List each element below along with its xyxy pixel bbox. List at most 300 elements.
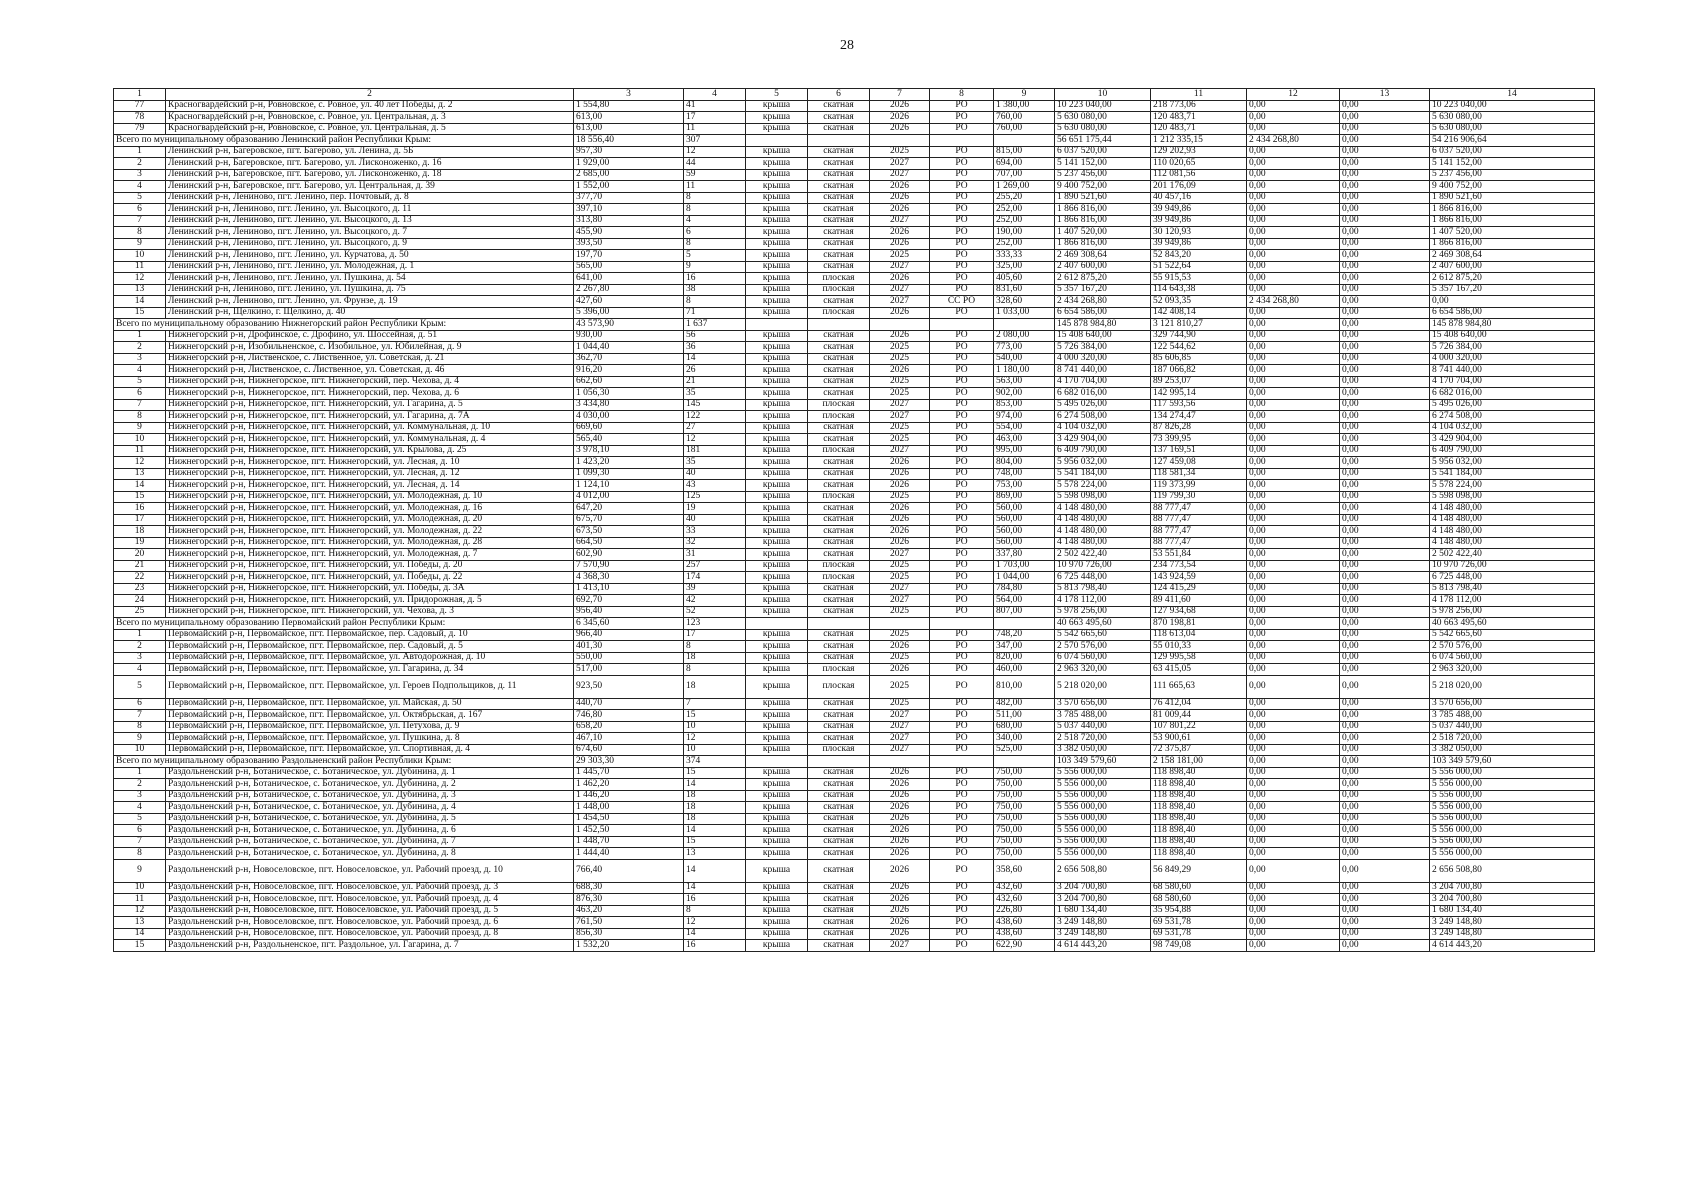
table-cell: 2 685,00	[574, 169, 684, 181]
table-cell: 6 274 508,00	[1055, 411, 1151, 423]
table-cell: 5 813 798,40	[1055, 583, 1151, 595]
table-cell: 750,00	[994, 813, 1055, 825]
address-cell: Нижнегорский р-н, Нижнегорское, пгт. Нижнегорский, ул. Лесная, д. 10	[166, 457, 574, 469]
table-cell: 2025	[870, 629, 930, 641]
table-cell: крыша	[746, 399, 808, 411]
table-cell: 1 180,00	[994, 365, 1055, 377]
table-cell: скатная	[808, 698, 870, 710]
table-cell: скатная	[808, 790, 870, 802]
table-cell: 358,60	[994, 859, 1055, 882]
table-cell: 257	[684, 560, 746, 572]
table-cell: 2026	[870, 882, 930, 894]
table-cell: 0,00	[1340, 215, 1430, 227]
table-cell: 120 483,71	[1151, 123, 1247, 135]
address-cell: Раздольненский р-н, Новоселовское, пгт. Новоселовское, ул. Рабочий проезд, д. 3	[166, 882, 574, 894]
table-cell: 98 749,08	[1151, 940, 1247, 952]
table-cell: 16	[684, 940, 746, 952]
table-cell: плоская	[808, 560, 870, 572]
table-cell: 14	[684, 825, 746, 837]
table-cell: крыша	[746, 836, 808, 848]
table-cell: 0,00	[1247, 882, 1340, 894]
table-cell: 17	[684, 629, 746, 641]
table-cell: 0,00	[1247, 503, 1340, 515]
table-row	[114, 353, 1595, 365]
table-cell: 40 457,16	[1151, 192, 1247, 204]
address-cell: Раздольненский р-н, Новоселовское, пгт. Новоселовское, ул. Рабочий проезд, д. 6	[166, 917, 574, 929]
table-cell: РО	[930, 399, 994, 411]
table-cell: 77	[114, 100, 166, 112]
table-cell: 118 898,40	[1151, 779, 1247, 791]
table-cell: 197,70	[574, 250, 684, 262]
table-cell: 0,00	[1247, 238, 1340, 250]
district-total-label: Всего по муниципальному образованию Раздольненский район Республики Крым:	[114, 756, 574, 768]
table-cell: 5	[114, 675, 166, 698]
table-cell: 974,00	[994, 411, 1055, 423]
table-cell: 14	[684, 859, 746, 882]
table-cell: 0,00	[1340, 100, 1430, 112]
table-cell: 8	[114, 721, 166, 733]
table-cell: 0,00	[1247, 192, 1340, 204]
table-cell: 5 578 224,00	[1055, 480, 1151, 492]
table-cell: 0,00	[1340, 940, 1430, 952]
table-cell: 2026	[870, 457, 930, 469]
table-cell: крыша	[746, 641, 808, 653]
table-cell: крыша	[746, 158, 808, 170]
table-cell: 88 777,47	[1151, 537, 1247, 549]
table-row	[114, 307, 1595, 319]
table-cell: 563,00	[994, 376, 1055, 388]
table-cell: скатная	[808, 917, 870, 929]
table-cell: 14	[684, 779, 746, 791]
table-cell: 14	[114, 480, 166, 492]
table-cell: крыша	[746, 146, 808, 158]
table-cell: крыша	[746, 744, 808, 756]
table-cell: 362,70	[574, 353, 684, 365]
table-cell: скатная	[808, 330, 870, 342]
table-cell: 2025	[870, 434, 930, 446]
table-cell: 1 680 134,40	[1055, 905, 1151, 917]
table-cell: 0,00	[1340, 158, 1430, 170]
header-cell: 8	[930, 89, 994, 101]
table-cell: 2 407 600,00	[1055, 261, 1151, 273]
table-cell: 16	[684, 894, 746, 906]
table-cell: РО	[930, 572, 994, 584]
table-cell: 4 170 704,00	[1430, 376, 1595, 388]
table-cell: 6	[114, 204, 166, 216]
address-cell: Ленинский р-н, Багеровское, пгт. Багерово, ул. Лисконоженко, д. 18	[166, 169, 574, 181]
table-cell: 853,00	[994, 399, 1055, 411]
district-total-row	[114, 319, 1595, 331]
table-cell: 89 411,60	[1151, 595, 1247, 607]
table-cell: 81 009,44	[1151, 710, 1247, 722]
table-cell: крыша	[746, 273, 808, 285]
total-cell: 3 121 810,27	[1151, 319, 1247, 331]
table-row	[114, 790, 1595, 802]
table-cell: 560,00	[994, 514, 1055, 526]
table-cell: крыша	[746, 100, 808, 112]
table-cell: РО	[930, 583, 994, 595]
table-row	[114, 928, 1595, 940]
table-cell: 68 580,60	[1151, 894, 1247, 906]
table-cell: 118 898,40	[1151, 825, 1247, 837]
table-cell: 2025	[870, 572, 930, 584]
address-cell: Ленинский р-н, Лениново, пгт. Ленино, ул. Курчатова, д. 50	[166, 250, 574, 262]
table-cell: 1 380,00	[994, 100, 1055, 112]
table-cell: 2025	[870, 675, 930, 698]
table-cell: 377,70	[574, 192, 684, 204]
table-cell: 10 223 040,00	[1055, 100, 1151, 112]
table-cell: 565,40	[574, 434, 684, 446]
table-cell: 766,40	[574, 859, 684, 882]
table-cell: 8	[684, 238, 746, 250]
table-cell: 2 612 875,20	[1430, 273, 1595, 285]
table-cell: 554,00	[994, 422, 1055, 434]
table-cell: 18	[684, 813, 746, 825]
address-cell: Раздольненский р-н, Ботаническое, с. Ботаническое, ул. Дубинина, д. 2	[166, 779, 574, 791]
table-cell: 7	[684, 698, 746, 710]
table-cell: 14	[684, 882, 746, 894]
table-cell: 876,30	[574, 894, 684, 906]
table-cell: 3 204 700,80	[1055, 894, 1151, 906]
table-cell: 5 813 798,40	[1430, 583, 1595, 595]
district-total-row	[114, 756, 1595, 768]
table-row	[114, 813, 1595, 825]
table-cell: скатная	[808, 641, 870, 653]
table-cell: 6 274 508,00	[1430, 411, 1595, 423]
table-cell: 19	[114, 537, 166, 549]
table-cell: 2027	[870, 411, 930, 423]
table-cell: 35 954,88	[1151, 905, 1247, 917]
address-cell: Раздольненский р-н, Ботаническое, с. Ботаническое, ул. Дубинина, д. 4	[166, 802, 574, 814]
table-cell: скатная	[808, 434, 870, 446]
table-cell: 5 556 000,00	[1430, 813, 1595, 825]
table-cell: 6 682 016,00	[1430, 388, 1595, 400]
address-cell: Нижнегорский р-н, Нижнегорское, пгт. Нижнегорский, ул. Молодежная, д. 22	[166, 526, 574, 538]
table-cell: 7	[114, 836, 166, 848]
table-cell: 0,00	[1247, 733, 1340, 745]
table-cell: 4 368,30	[574, 572, 684, 584]
table-cell: 1 866 816,00	[1430, 238, 1595, 250]
table-cell: 3 249 148,80	[1055, 917, 1151, 929]
table-cell: скатная	[808, 859, 870, 882]
address-cell: Ленинский р-н, Багеровское, пгт. Багерово, ул. Центральная, д. 39	[166, 181, 574, 193]
table-cell: 12	[684, 733, 746, 745]
table-cell: 0,00	[1247, 112, 1340, 124]
table-cell: 111 665,63	[1151, 675, 1247, 698]
table-cell: 0,00	[1247, 411, 1340, 423]
district-total-label: Всего по муниципальному образованию Ленинский район Республики Крым:	[114, 135, 574, 147]
table-row	[114, 595, 1595, 607]
table-row	[114, 215, 1595, 227]
table-cell: 218 773,06	[1151, 100, 1247, 112]
table-cell: 0,00	[1340, 307, 1430, 319]
table-cell: 0,00	[1247, 330, 1340, 342]
table-cell: крыша	[746, 606, 808, 618]
table-cell: крыша	[746, 376, 808, 388]
table-cell: 2027	[870, 583, 930, 595]
table-cell: скатная	[808, 158, 870, 170]
table-cell: 1 890 521,60	[1430, 192, 1595, 204]
table-cell: 39 949,86	[1151, 238, 1247, 250]
table-cell: 12	[114, 273, 166, 285]
table-cell: 52 093,35	[1151, 296, 1247, 308]
table-cell: 0,00	[1247, 376, 1340, 388]
total-cell: 40 663 495,60	[1430, 618, 1595, 630]
table-cell: 252,00	[994, 215, 1055, 227]
table-cell: 2026	[870, 123, 930, 135]
table-cell: 5 978 256,00	[1430, 606, 1595, 618]
table-cell: 2025	[870, 250, 930, 262]
table-cell: скатная	[808, 606, 870, 618]
table-cell: 2026	[870, 307, 930, 319]
total-cell: 43 573,90	[574, 319, 684, 331]
table-cell: скатная	[808, 169, 870, 181]
table-cell: 2026	[870, 825, 930, 837]
total-cell: 6 345,60	[574, 618, 684, 630]
column-number-header	[114, 89, 1595, 101]
table-cell: крыша	[746, 388, 808, 400]
table-cell: 53 900,61	[1151, 733, 1247, 745]
table-cell: скатная	[808, 250, 870, 262]
table-cell: 2027	[870, 296, 930, 308]
table-cell: крыша	[746, 779, 808, 791]
table-cell: скатная	[808, 825, 870, 837]
address-cell: Раздольненский р-н, Новоселовское, пгт. Новоселовское, ул. Рабочий проезд, д. 10	[166, 859, 574, 882]
table-cell: 694,00	[994, 158, 1055, 170]
table-cell: 0,00	[1247, 526, 1340, 538]
table-cell: 72 375,87	[1151, 744, 1247, 756]
table-row	[114, 664, 1595, 676]
table-cell: 4 148 480,00	[1055, 537, 1151, 549]
header-cell: 9	[994, 89, 1055, 101]
table-cell: 127 934,68	[1151, 606, 1247, 618]
table-row	[114, 238, 1595, 250]
table-cell: крыша	[746, 261, 808, 273]
table-cell: 662,60	[574, 376, 684, 388]
table-cell: 4 012,00	[574, 491, 684, 503]
table-cell: РО	[930, 882, 994, 894]
table-row	[114, 503, 1595, 515]
address-cell: Ленинский р-н, Багеровское, пгт. Багерово, ул. Ленина, д. 5Б	[166, 146, 574, 158]
table-cell: 669,60	[574, 422, 684, 434]
table-cell: 1 866 816,00	[1430, 215, 1595, 227]
table-cell: 2026	[870, 767, 930, 779]
table-cell: 482,00	[994, 698, 1055, 710]
table-row	[114, 296, 1595, 308]
total-cell: 0,00	[1247, 319, 1340, 331]
table-row	[114, 399, 1595, 411]
table-cell: 201 176,09	[1151, 181, 1247, 193]
table-cell: 613,00	[574, 123, 684, 135]
table-cell: 78	[114, 112, 166, 124]
table-cell: скатная	[808, 514, 870, 526]
table-cell: 181	[684, 445, 746, 457]
table-cell: крыша	[746, 790, 808, 802]
table-row	[114, 411, 1595, 423]
table-cell: 5 218 020,00	[1430, 675, 1595, 698]
address-cell: Нижнегорский р-н, Нижнегорское, пгт. Нижнегорский, ул. Лесная, д. 12	[166, 468, 574, 480]
table-row	[114, 204, 1595, 216]
table-cell: 525,00	[994, 744, 1055, 756]
table-cell: 8 741 440,00	[1055, 365, 1151, 377]
table-cell: 675,70	[574, 514, 684, 526]
table-cell: 2 502 422,40	[1430, 549, 1595, 561]
table-cell: 5 556 000,00	[1430, 779, 1595, 791]
table-cell: 440,70	[574, 698, 684, 710]
table-cell: 6	[684, 227, 746, 239]
table-cell: РО	[930, 376, 994, 388]
table-cell: 2026	[870, 905, 930, 917]
table-cell: 2026	[870, 836, 930, 848]
table-cell: 8	[114, 411, 166, 423]
table-cell: 0,00	[1247, 710, 1340, 722]
table-cell: 2027	[870, 733, 930, 745]
table-row	[114, 388, 1595, 400]
table-cell: скатная	[808, 422, 870, 434]
table-cell: 6 654 586,00	[1055, 307, 1151, 319]
table-cell: 0,00	[1247, 204, 1340, 216]
table-cell: скатная	[808, 928, 870, 940]
address-cell: Ленинский р-н, Лениново, пгт. Ленино, пер. Почтовый, д. 8	[166, 192, 574, 204]
table-cell: 692,70	[574, 595, 684, 607]
table-row	[114, 583, 1595, 595]
total-cell	[746, 618, 808, 630]
table-cell: 8	[684, 296, 746, 308]
table-cell: 3 249 148,80	[1430, 928, 1595, 940]
table-cell: 14	[114, 928, 166, 940]
table-cell: 5 556 000,00	[1055, 767, 1151, 779]
table-cell: РО	[930, 825, 994, 837]
table-cell: 13	[684, 848, 746, 860]
total-cell: 0,00	[1340, 756, 1430, 768]
table-cell: 1 407 520,00	[1055, 227, 1151, 239]
table-cell: 427,60	[574, 296, 684, 308]
header-cell: 10	[1055, 89, 1151, 101]
table-cell: 6 682 016,00	[1055, 388, 1151, 400]
table-cell: 966,40	[574, 629, 684, 641]
table-cell: 39 949,86	[1151, 215, 1247, 227]
table-cell: 4	[114, 664, 166, 676]
table-cell: 1 890 521,60	[1055, 192, 1151, 204]
table-cell: 33	[684, 526, 746, 538]
table-cell: 4 148 480,00	[1430, 503, 1595, 515]
table-cell: РО	[930, 112, 994, 124]
table-cell: 11	[684, 123, 746, 135]
table-cell: 0,00	[1247, 273, 1340, 285]
table-cell: 0,00	[1340, 112, 1430, 124]
table-cell: 2026	[870, 227, 930, 239]
address-cell: Нижнегорский р-н, Нижнегорское, пгт. Нижнегорский, ул. Победы, д. 3А	[166, 583, 574, 595]
table-cell: крыша	[746, 123, 808, 135]
table-cell: 0,00	[1247, 629, 1340, 641]
table-cell: 8	[684, 664, 746, 676]
table-cell: 8	[114, 848, 166, 860]
table-cell: крыша	[746, 652, 808, 664]
table-cell: 71	[684, 307, 746, 319]
table-cell: 21	[684, 376, 746, 388]
table-cell: 69 531,78	[1151, 928, 1247, 940]
table-row	[114, 434, 1595, 446]
table-cell: 0,00	[1340, 928, 1430, 940]
table-cell: плоская	[808, 307, 870, 319]
address-cell: Нижнегорский р-н, Нижнегорское, пгт. Нижнегорский, ул. Крылова, д. 25	[166, 445, 574, 457]
total-cell: 2 434 268,80	[1247, 135, 1340, 147]
table-cell: 0,00	[1247, 698, 1340, 710]
address-cell: Нижнегорский р-н, Нижнегорское, пгт. Нижнегорский, ул. Молодежная, д. 16	[166, 503, 574, 515]
table-cell: 1 462,20	[574, 779, 684, 791]
table-cell: крыша	[746, 583, 808, 595]
table-cell: 432,60	[994, 882, 1055, 894]
table-cell: 11	[114, 445, 166, 457]
total-cell	[746, 756, 808, 768]
address-cell: Нижнегорский р-н, Дрофинское, с. Дрофино, ул. Шоссейная, д. 51	[166, 330, 574, 342]
table-cell: крыша	[746, 411, 808, 423]
table-cell: 0,00	[1247, 399, 1340, 411]
table-cell: плоская	[808, 273, 870, 285]
table-cell: 10 223 040,00	[1430, 100, 1595, 112]
table-cell: 0,00	[1247, 894, 1340, 906]
address-cell: Раздольненский р-н, Новоселовское, пгт. Новоселовское, ул. Рабочий проезд, д. 8	[166, 928, 574, 940]
table-cell: 234 773,54	[1151, 560, 1247, 572]
table-cell: 12	[684, 917, 746, 929]
table-cell: скатная	[808, 549, 870, 561]
table-cell: 748,00	[994, 468, 1055, 480]
table-cell: 2027	[870, 169, 930, 181]
table-cell: РО	[930, 779, 994, 791]
table-cell: 0,00	[1340, 146, 1430, 158]
table-cell: 5 556 000,00	[1055, 790, 1151, 802]
table-cell: 5 556 000,00	[1055, 779, 1151, 791]
table-cell: 18	[684, 675, 746, 698]
table-cell: 673,50	[574, 526, 684, 538]
table-cell: 5 556 000,00	[1430, 825, 1595, 837]
table-cell: СС РО	[930, 296, 994, 308]
table-cell: 142 408,14	[1151, 307, 1247, 319]
table-cell: крыша	[746, 825, 808, 837]
table-cell: РО	[930, 227, 994, 239]
table-cell: скатная	[808, 353, 870, 365]
table-cell: скатная	[808, 342, 870, 354]
table-cell: скатная	[808, 112, 870, 124]
table-cell: 69 531,78	[1151, 917, 1247, 929]
table-cell: 119 799,30	[1151, 491, 1247, 503]
table-cell: 432,60	[994, 894, 1055, 906]
table-cell: 7	[114, 710, 166, 722]
table-cell: 17	[114, 514, 166, 526]
table-row	[114, 468, 1595, 480]
table-cell: скатная	[808, 537, 870, 549]
address-cell: Нижнегорский р-н, Нижнегорское, пгт. Нижнегорский, ул. Гагарина, д. 5	[166, 399, 574, 411]
table-cell: крыша	[746, 664, 808, 676]
table-cell: 15	[684, 767, 746, 779]
table-cell: РО	[930, 549, 994, 561]
table-cell: 622,90	[994, 940, 1055, 952]
table-cell: 5 396,00	[574, 307, 684, 319]
table-cell: 53 551,84	[1151, 549, 1247, 561]
table-cell: 13	[114, 468, 166, 480]
table-cell: 24	[114, 595, 166, 607]
table-cell: РО	[930, 928, 994, 940]
table-cell: 1 044,40	[574, 342, 684, 354]
table-cell: 3 570 656,00	[1055, 698, 1151, 710]
table-cell: 5	[114, 376, 166, 388]
table-cell: 118 613,04	[1151, 629, 1247, 641]
table-cell: 2026	[870, 192, 930, 204]
table-cell: 0,00	[1247, 422, 1340, 434]
table-cell: крыша	[746, 307, 808, 319]
table-cell: 1 703,00	[994, 560, 1055, 572]
address-cell: Ленинский р-н, Лениново, пгт. Ленино, ул. Фрунзе, д. 19	[166, 296, 574, 308]
